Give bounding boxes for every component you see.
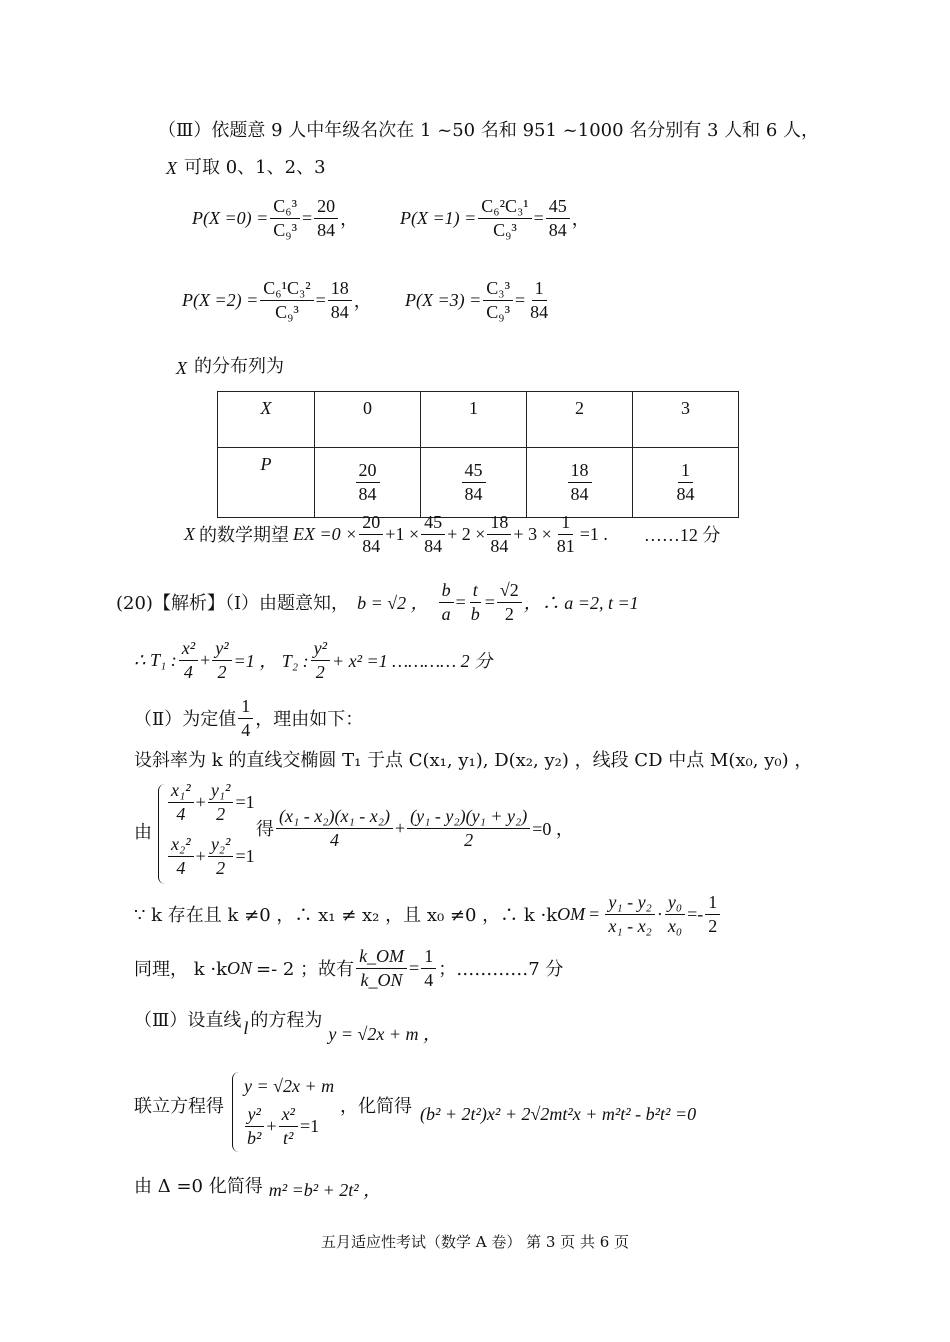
part2-heading: （Ⅱ）为定值 $\frac{1}{4}$ ，理由如下：: [134, 696, 364, 740]
distribution-table: [217, 391, 739, 518]
table-cell: 2: [527, 392, 633, 448]
var-x: X: [166, 158, 177, 178]
part3-intro: （Ⅲ）依题意 9 人中年级名次在 1 ~50 名和 951 ~1000 名分别有 3 人和 6 人，: [158, 120, 820, 141]
system2-label: 联立方程得: [134, 1096, 224, 1117]
expectation-line: X 的数学期望 EX =0 × $\frac{20}{84}$ +1 × $\frac{45}{84}$ + 2 × $\frac{18}{84}$ + 3 × $\frac{1}{81}$ =1 . ……12 分: [184, 512, 721, 556]
table-cell: P: [218, 448, 315, 518]
simplified-eq: (b² + 2t²)x² + 2√2mt²x + m²t² - b²t² =0: [420, 1104, 697, 1124]
simplify-label: ，化简得: [340, 1096, 412, 1117]
page-footer: 五月适应性考试（数学 A 卷） 第 3 页 共 6 页: [320, 1233, 630, 1251]
prob-1: P(X =1) = $\frac{\text{C₆²C₃¹}}{\text{C₉³}}$ = $\frac{45}{84}$ ，: [400, 196, 590, 240]
system1-eq2: $\frac{\text{x₂²}}{4}$ + $\frac{\text{y₂²}}{2}$ =1: [166, 834, 255, 878]
ellipse-equations: ∴ T₁ : $\frac{\text{x²}}{4}$ + $\frac{\text{y²}}{2}$ =1 ， T₂ : $\frac{\text{y²}}{2}$ + x² =1 ………… 2 分: [134, 638, 493, 682]
you-label: 由: [134, 822, 152, 843]
table-cell: $\frac{1}{84}$: [633, 448, 739, 518]
system2-eq1: y = √2x + m: [244, 1076, 335, 1096]
prob-2: P(X =2) = $\frac{\text{C₆¹C₃²}}{\text{C₉³}}$ = $\frac{18}{84}$ ，: [182, 278, 372, 322]
table-cell: 3: [633, 392, 739, 448]
table-cell: $\frac{20}{84}$: [315, 448, 421, 518]
derived-eq: 得 $\frac{\text{(x₁ - x₂)(x₁ - x₂)}}{4}$ + $\frac{\text{(y₁ - y₂)(y₁ + y₂)}}{2}$ =0 ，: [256, 806, 574, 850]
table-cell: $\frac{45}{84}$: [421, 448, 527, 518]
dist-title: 的分布列为: [194, 356, 284, 377]
setup-line: 设斜率为 k 的直线交椭圆 T₁ 于点 C(x₁, y₁), D(x₂, y₂) ，线段 CD 中点 M(x₀, y₀) ，: [134, 750, 813, 771]
table-cell: $\frac{18}{84}$: [527, 448, 633, 518]
brace: [232, 1072, 239, 1152]
brace: [158, 784, 165, 884]
table-cell: X: [218, 392, 315, 448]
q20-header: (20)【解析】（Ⅰ）由题意知， b = √2 ， $\frac{b}{a}$ = $\frac{t}{b}$ = $\frac{√2}{2}$ ，∴ a =2, t =1: [116, 580, 639, 624]
system2-eq2: $\frac{\text{y²}}{\text{b²}}$ + $\frac{\text{x²}}{\text{t²}}$ =1: [242, 1104, 319, 1148]
prob-0: P(X =0) = $\frac{\text{C₆³}}{\text{C₉³}}$ = $\frac{20}{84}$ ，: [192, 196, 359, 240]
because-line: ∵ k 存在且 k ≠0 ，∴ x₁ ≠ x₂ ，且 x₀ ≠0 ，∴ k ·k OM = $\frac{\text{y₁ - y₂}}{\text{x₁ - x₂}}$ · $\frac{\text{y₀}}{\text{x₀}}$ =- $\frac{1}{2}$: [134, 892, 722, 936]
x-values: 可取 0、1、2、3: [184, 157, 326, 178]
part3-q20: （Ⅲ）设直线 l 的方程为 y = √2x + m ，: [134, 1010, 442, 1044]
prob-3: P(X =3) = $\frac{\text{C₃³}}{\text{C₉³}}$ = $\frac{1}{84}$: [405, 278, 549, 322]
table-cell: 1: [421, 392, 527, 448]
table-row: [218, 392, 739, 448]
table-row: [218, 448, 739, 518]
var-x-dist: X: [176, 358, 187, 378]
system1-eq1: $\frac{\text{x₁²}}{4}$ + $\frac{\text{y₁²}}{2}$ =1: [166, 780, 255, 824]
table-cell: 0: [315, 392, 421, 448]
same-line: 同理， k ·k ON =- 2 ；故有 $\frac{k\_OM}{k\_ON}$ = $\frac{1}{4}$ ；…………7 分: [134, 946, 564, 990]
delta-line: 由 Δ =0 化简得 m² =b² + 2t² ，: [134, 1176, 382, 1200]
